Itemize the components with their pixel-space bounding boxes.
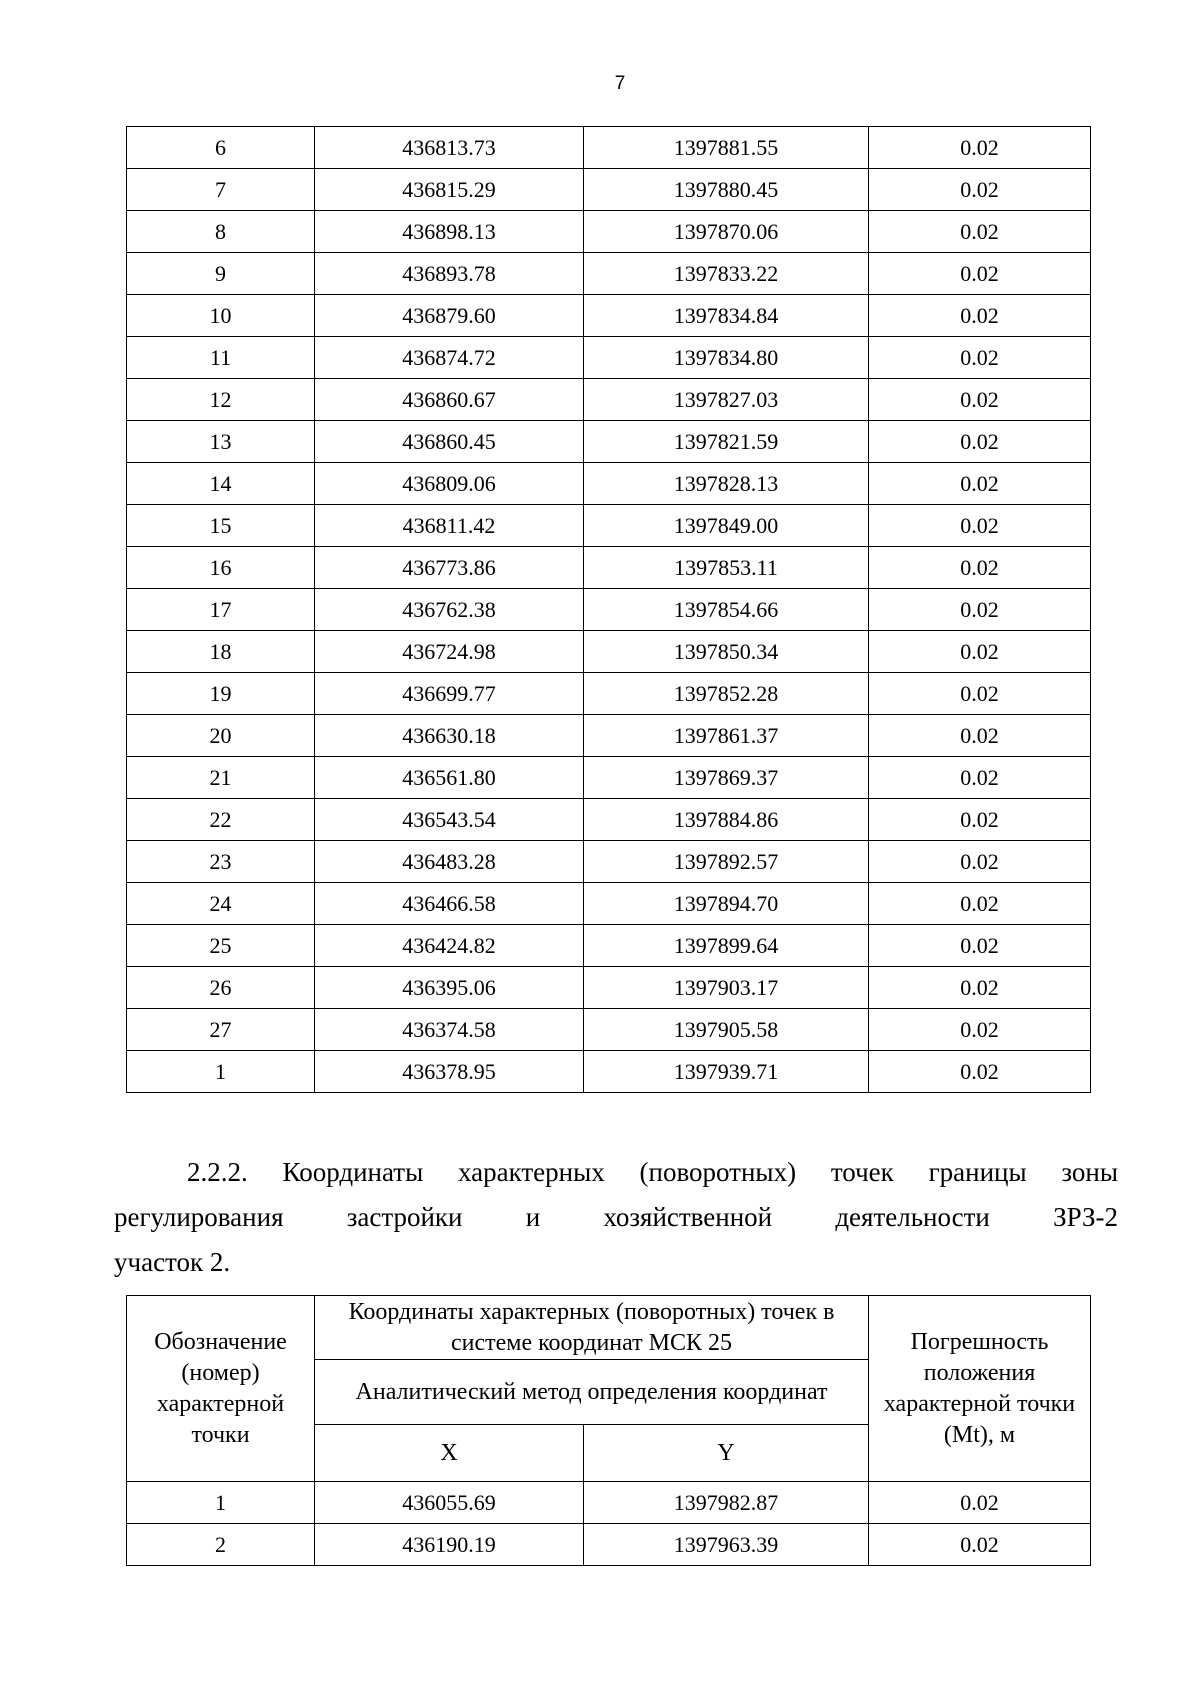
cell-x: 436561.80 xyxy=(315,757,584,799)
cell-point-number: 6 xyxy=(127,127,315,169)
cell-accuracy: 0.02 xyxy=(869,1524,1091,1566)
cell-x: 436699.77 xyxy=(315,673,584,715)
table-row xyxy=(127,799,1091,841)
cell-y: 1397892.57 xyxy=(584,841,869,883)
cell-point-number: 26 xyxy=(127,967,315,1009)
table-row xyxy=(127,421,1091,463)
cell-accuracy: 0.02 xyxy=(869,337,1091,379)
cell-y: 1397894.70 xyxy=(584,883,869,925)
cell-accuracy: 0.02 xyxy=(869,463,1091,505)
cell-point-number: 18 xyxy=(127,631,315,673)
cell-point-number: 20 xyxy=(127,715,315,757)
table-row xyxy=(127,715,1091,757)
cell-y: 1397854.66 xyxy=(584,589,869,631)
cell-x: 436378.95 xyxy=(315,1051,584,1093)
section-heading-line: участок 2. xyxy=(114,1247,231,1277)
cell-x: 436374.58 xyxy=(315,1009,584,1051)
cell-accuracy: 0.02 xyxy=(869,211,1091,253)
table-row xyxy=(127,463,1091,505)
cell-y: 1397834.80 xyxy=(584,337,869,379)
cell-accuracy: 0.02 xyxy=(869,169,1091,211)
page-number: 7 xyxy=(614,73,626,94)
cell-point-number: 11 xyxy=(127,337,315,379)
coordinates-table-zrz2-plot2 xyxy=(126,1295,1091,1566)
cell-point-number: 14 xyxy=(127,463,315,505)
cell-point-number: 25 xyxy=(127,925,315,967)
cell-y: 1397899.64 xyxy=(584,925,869,967)
cell-accuracy: 0.02 xyxy=(869,1051,1091,1093)
header-method: Аналитический метод определения координат xyxy=(315,1360,869,1425)
section-heading-line: регулирования застройки и хозяйственной деятельности ЗРЗ-2 xyxy=(114,1202,1118,1232)
cell-point-number: 21 xyxy=(127,757,315,799)
cell-y: 1397827.03 xyxy=(584,379,869,421)
cell-x: 436860.45 xyxy=(315,421,584,463)
cell-x: 436813.73 xyxy=(315,127,584,169)
cell-x: 436898.13 xyxy=(315,211,584,253)
cell-y: 1397884.86 xyxy=(584,799,869,841)
header-x: X xyxy=(315,1425,584,1482)
cell-point-number: 2 xyxy=(127,1524,315,1566)
cell-point-number: 10 xyxy=(127,295,315,337)
cell-point-number: 13 xyxy=(127,421,315,463)
cell-y: 1397939.71 xyxy=(584,1051,869,1093)
cell-y: 1397833.22 xyxy=(584,253,869,295)
cell-y: 1397853.11 xyxy=(584,547,869,589)
table-row xyxy=(127,925,1091,967)
cell-accuracy: 0.02 xyxy=(869,1009,1091,1051)
table-row xyxy=(127,1524,1091,1566)
cell-x: 436811.42 xyxy=(315,505,584,547)
cell-x: 436860.67 xyxy=(315,379,584,421)
cell-x: 436466.58 xyxy=(315,883,584,925)
table-row xyxy=(127,1482,1091,1524)
table-row xyxy=(127,1009,1091,1051)
header-accuracy: Погрешность положения характерной точки (Mt), м xyxy=(869,1296,1091,1482)
cell-y: 1397849.00 xyxy=(584,505,869,547)
cell-point-number: 15 xyxy=(127,505,315,547)
cell-y: 1397850.34 xyxy=(584,631,869,673)
cell-x: 436190.19 xyxy=(315,1524,584,1566)
cell-accuracy: 0.02 xyxy=(869,799,1091,841)
cell-point-number: 22 xyxy=(127,799,315,841)
cell-accuracy: 0.02 xyxy=(869,421,1091,463)
cell-accuracy: 0.02 xyxy=(869,253,1091,295)
table-row xyxy=(127,337,1091,379)
cell-accuracy: 0.02 xyxy=(869,127,1091,169)
cell-y: 1397834.84 xyxy=(584,295,869,337)
cell-accuracy: 0.02 xyxy=(869,841,1091,883)
table-row xyxy=(127,295,1091,337)
table-row xyxy=(127,1051,1091,1093)
cell-x: 436874.72 xyxy=(315,337,584,379)
cell-x: 436055.69 xyxy=(315,1482,584,1524)
cell-x: 436395.06 xyxy=(315,967,584,1009)
cell-x: 436879.60 xyxy=(315,295,584,337)
cell-y: 1397905.58 xyxy=(584,1009,869,1051)
cell-y: 1397903.17 xyxy=(584,967,869,1009)
table-row xyxy=(127,673,1091,715)
table-row xyxy=(127,631,1091,673)
cell-point-number: 19 xyxy=(127,673,315,715)
cell-accuracy: 0.02 xyxy=(869,673,1091,715)
cell-x: 436543.54 xyxy=(315,799,584,841)
cell-accuracy: 0.02 xyxy=(869,715,1091,757)
cell-y: 1397880.45 xyxy=(584,169,869,211)
cell-point-number: 12 xyxy=(127,379,315,421)
cell-accuracy: 0.02 xyxy=(869,1482,1091,1524)
table-row xyxy=(127,127,1091,169)
cell-accuracy: 0.02 xyxy=(869,505,1091,547)
cell-point-number: 7 xyxy=(127,169,315,211)
cell-x: 436762.38 xyxy=(315,589,584,631)
cell-point-number: 8 xyxy=(127,211,315,253)
cell-x: 436424.82 xyxy=(315,925,584,967)
cell-point-number: 17 xyxy=(127,589,315,631)
section-heading-2-2-2 xyxy=(114,1150,1118,1285)
table-row xyxy=(127,967,1091,1009)
cell-point-number: 24 xyxy=(127,883,315,925)
cell-point-number: 1 xyxy=(127,1051,315,1093)
cell-y: 1397852.28 xyxy=(584,673,869,715)
cell-y: 1397869.37 xyxy=(584,757,869,799)
cell-accuracy: 0.02 xyxy=(869,379,1091,421)
cell-accuracy: 0.02 xyxy=(869,967,1091,1009)
cell-x: 436724.98 xyxy=(315,631,584,673)
table-row xyxy=(127,589,1091,631)
table-row xyxy=(127,547,1091,589)
header-designation: Обозначение (номер) характерной точки xyxy=(127,1296,315,1482)
cell-accuracy: 0.02 xyxy=(869,757,1091,799)
cell-y: 1397881.55 xyxy=(584,127,869,169)
section-heading-line: 2.2.2. Координаты характерных (поворотных) точек границы зоны xyxy=(187,1157,1118,1187)
cell-point-number: 1 xyxy=(127,1482,315,1524)
cell-point-number: 16 xyxy=(127,547,315,589)
table-row xyxy=(127,253,1091,295)
cell-accuracy: 0.02 xyxy=(869,925,1091,967)
cell-x: 436630.18 xyxy=(315,715,584,757)
cell-point-number: 9 xyxy=(127,253,315,295)
table-row xyxy=(127,757,1091,799)
table-row xyxy=(127,211,1091,253)
cell-y: 1397828.13 xyxy=(584,463,869,505)
cell-accuracy: 0.02 xyxy=(869,883,1091,925)
table-row xyxy=(127,169,1091,211)
cell-x: 436809.06 xyxy=(315,463,584,505)
cell-x: 436483.28 xyxy=(315,841,584,883)
cell-x: 436893.78 xyxy=(315,253,584,295)
coordinates-table-continued xyxy=(126,126,1091,1093)
header-coordinates-group: Координаты характерных (поворотных) точек в системе координат МСК 25 xyxy=(315,1296,869,1360)
cell-accuracy: 0.02 xyxy=(869,631,1091,673)
cell-accuracy: 0.02 xyxy=(869,295,1091,337)
cell-y: 1397821.59 xyxy=(584,421,869,463)
cell-x: 436815.29 xyxy=(315,169,584,211)
cell-accuracy: 0.02 xyxy=(869,547,1091,589)
cell-y: 1397870.06 xyxy=(584,211,869,253)
cell-y: 1397861.37 xyxy=(584,715,869,757)
table-row xyxy=(127,841,1091,883)
cell-y: 1397963.39 xyxy=(584,1524,869,1566)
cell-y: 1397982.87 xyxy=(584,1482,869,1524)
table-row xyxy=(127,505,1091,547)
table-row xyxy=(127,883,1091,925)
cell-point-number: 23 xyxy=(127,841,315,883)
cell-point-number: 27 xyxy=(127,1009,315,1051)
cell-accuracy: 0.02 xyxy=(869,589,1091,631)
header-y: Y xyxy=(584,1425,869,1482)
table-row xyxy=(127,379,1091,421)
cell-x: 436773.86 xyxy=(315,547,584,589)
